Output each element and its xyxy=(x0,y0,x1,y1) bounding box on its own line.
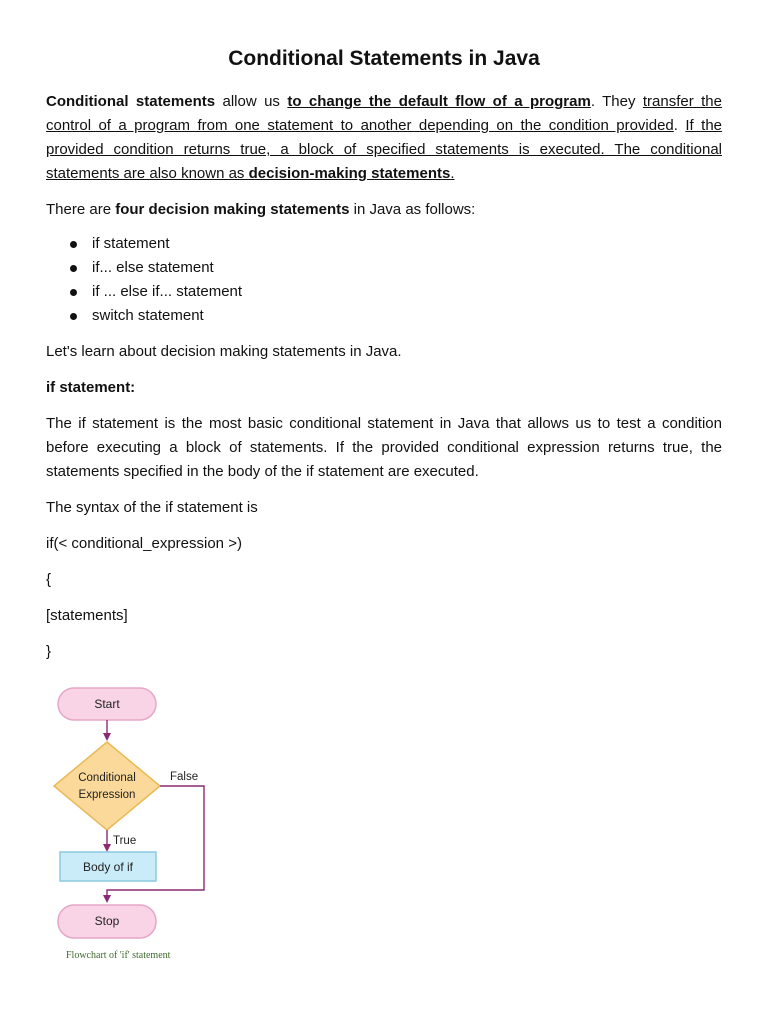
bullet-icon xyxy=(70,241,77,248)
flowchart-caption: Flowchart of 'if' statement xyxy=(66,950,171,961)
flowchart-svg xyxy=(46,676,214,966)
bullet-icon xyxy=(70,313,77,320)
list-item: switch statement xyxy=(46,304,722,328)
bullet-icon xyxy=(70,265,77,272)
if-statement-heading: if statement: xyxy=(46,379,136,396)
list-item: if statement xyxy=(46,232,722,256)
syntax-line: [statements] xyxy=(46,607,128,624)
condition-label-line1: Conditional xyxy=(78,772,136,784)
intro-end: . xyxy=(450,165,455,182)
flowchart-figure xyxy=(46,676,214,966)
four-prefix: There are xyxy=(46,201,112,218)
condition-label-line2: Expression xyxy=(78,789,136,801)
document-page xyxy=(46,44,722,676)
intro-they: . They xyxy=(590,93,636,110)
false-label: False xyxy=(170,771,199,783)
list-item: if... else statement xyxy=(46,256,722,280)
start-label: Start xyxy=(94,697,120,711)
if-description-paragraph: The if statement is the most basic conditional statement in Java that allows us to test a condition before executing a block of statements. If the provided conditional expression returns true, the statements specified in the body of the if statement are executed. xyxy=(46,415,722,480)
intro-term: Conditional statements xyxy=(46,93,216,110)
intro-decision: decision-making statements xyxy=(248,165,451,182)
syntax-line: { xyxy=(46,571,52,588)
body-label: Body of if xyxy=(82,860,134,874)
intro-transfer: transfer the control of a program from one statement to another depending on the condition provided xyxy=(46,93,722,134)
bullet-icon xyxy=(70,289,77,296)
intro-allow: allow us xyxy=(222,93,280,110)
list-item: if ... else if... statement xyxy=(46,280,722,304)
learn-paragraph: Let's learn about decision making statements in Java. xyxy=(46,343,402,360)
true-label: True xyxy=(113,835,137,847)
four-bold: four decision making statements xyxy=(115,201,350,218)
four-suffix: in Java as follows: xyxy=(353,201,476,218)
intro-if-true: If the provided condition returns true, a block of specified statements is executed. The conditional statements are also known as xyxy=(46,117,723,182)
stop-label: Stop xyxy=(94,914,120,928)
four-statements-paragraph xyxy=(46,198,722,222)
page-title: Conditional Statements in Java xyxy=(228,47,540,70)
intro-paragraph xyxy=(46,90,722,186)
intro-period: . xyxy=(673,117,678,134)
syntax-line: } xyxy=(46,643,52,660)
statement-list xyxy=(46,232,722,328)
syntax-line: if(< conditional_expression >) xyxy=(46,535,242,552)
intro-flow: to change the default flow of a program xyxy=(287,93,591,110)
condition-decision xyxy=(54,742,160,830)
syntax-intro: The syntax of the if statement is xyxy=(46,499,258,516)
